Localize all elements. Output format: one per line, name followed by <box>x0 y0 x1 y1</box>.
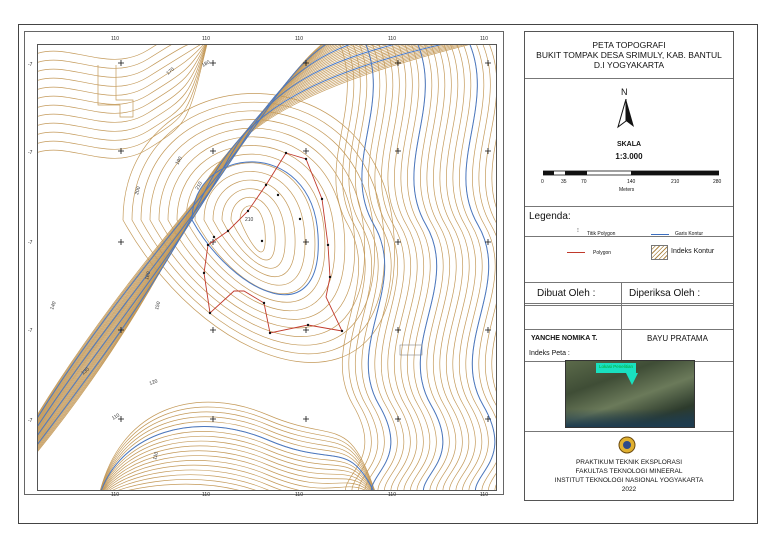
contour-line-icon <box>651 234 669 235</box>
grid-cross <box>485 148 491 154</box>
legend-item-indeks: Indeks Kontur <box>671 248 715 255</box>
index-contour-line <box>362 45 391 491</box>
contour-label: 170 <box>165 66 176 77</box>
scale-tick-140: 140 <box>627 179 636 185</box>
index-map-heading: Indeks Peta : <box>529 350 570 357</box>
polygon-vertex <box>227 230 229 232</box>
topographic-map[interactable] <box>37 44 497 491</box>
grid-cross <box>210 60 216 66</box>
right-contour <box>414 45 443 491</box>
legend-item-garis: Garis Kontur <box>675 231 704 237</box>
contour-label: 140 <box>49 300 58 311</box>
title-line-2: BUKIT TOMPAK DESA SRIMULY, KAB. BANTUL <box>536 50 722 60</box>
polygon-vertex <box>305 158 307 160</box>
grid-label-top-4: 110 <box>388 36 396 42</box>
grid-label-left-4: -7 <box>28 328 33 334</box>
grid-cross <box>303 416 309 422</box>
scale-tick-70: 70 <box>581 179 587 185</box>
contour-label: 120 <box>148 378 159 387</box>
made-by-name: YANCHE NOMIKA T. <box>531 335 598 342</box>
institution-text <box>525 458 733 494</box>
checked-by-name: BAYU PRATAMA <box>647 334 708 343</box>
scale-heading: SKALA <box>616 141 642 148</box>
survey-polygon <box>204 153 342 333</box>
hill-contours <box>123 94 395 363</box>
bottom-contour <box>98 479 378 491</box>
grid-label-bottom-3: 110 <box>295 492 303 498</box>
right-contour <box>381 45 410 491</box>
right-contour <box>440 45 469 491</box>
right-contour <box>459 45 488 491</box>
scale-tick-0: 0 <box>541 179 544 185</box>
grid-label-top-2: 110 <box>202 36 210 42</box>
topleft-contour <box>38 45 208 68</box>
contour-label: 190 <box>174 155 184 166</box>
index-contour-line <box>466 45 495 491</box>
right-contour <box>407 45 436 491</box>
institution-year: 2022 <box>621 486 637 493</box>
contour-label: 210 <box>194 180 204 191</box>
right-contour <box>342 45 371 491</box>
north-arrow-icon <box>615 99 637 129</box>
contour-label: 180 <box>201 59 212 69</box>
bottom-contour <box>98 460 378 491</box>
scale-tick-35: 35 <box>561 179 567 185</box>
right-contour <box>375 45 404 491</box>
index-contour-line <box>414 45 443 491</box>
polygon-vertex <box>341 330 343 332</box>
scale-ratio: 1:3.000 <box>615 152 643 161</box>
right-contour <box>349 45 378 491</box>
scale-bar <box>543 169 719 179</box>
grid-cross <box>303 239 309 245</box>
grid-label-top-5: 110 <box>480 36 488 42</box>
polygon-vertex <box>285 152 287 154</box>
institution-line-2: FAKULTAS TEKNOLOGI MINEERAL <box>575 468 683 475</box>
topleft-contour <box>38 45 208 158</box>
made-by-label: Dibuat Oleh : <box>537 288 596 299</box>
empty-box <box>400 345 422 355</box>
map-legend-panel <box>524 31 734 501</box>
right-contours <box>336 45 497 491</box>
grid-cross <box>485 60 491 66</box>
right-contour <box>362 45 391 491</box>
index-contour-icon <box>651 245 668 260</box>
polygon-vertex <box>213 236 215 238</box>
title-block <box>525 32 733 79</box>
grid-label-left-5: -7 <box>28 418 33 424</box>
institution-block <box>525 432 733 502</box>
right-contour <box>472 45 497 491</box>
scale-tick-280: 280 <box>713 179 722 185</box>
contour-map-svg <box>38 45 497 491</box>
index-map-image <box>565 360 695 428</box>
grid-label-left-2: -7 <box>28 150 33 156</box>
right-contour <box>420 45 449 491</box>
grid-cross <box>485 416 491 422</box>
bottom-contour <box>98 407 378 491</box>
right-contour <box>466 45 495 491</box>
contour-label: 160 <box>144 270 153 281</box>
grid-label-bottom-5: 110 <box>480 492 488 498</box>
title-line-1: PETA TOPOGRAFI <box>592 40 666 50</box>
institution-line-1: PRAKTIKUM TEKNIK EKSPLORASI <box>575 459 683 466</box>
right-contour <box>368 45 397 491</box>
hill-contour <box>168 137 345 320</box>
topleft-contours <box>38 45 208 158</box>
contour-rect-1 <box>98 65 133 117</box>
polygon-vertex <box>277 194 279 196</box>
contour-label: 200 <box>134 185 143 196</box>
topleft-contour <box>38 45 208 95</box>
right-contour <box>355 45 384 491</box>
contour-label: 130 <box>80 366 91 377</box>
grid-label-bottom-2: 110 <box>202 492 210 498</box>
right-contour <box>433 45 462 491</box>
contour-label: 150 <box>154 300 163 311</box>
index-map-block <box>525 346 733 432</box>
grid-cross <box>210 148 216 154</box>
polygon-vertex <box>209 312 211 314</box>
right-contour <box>427 45 456 491</box>
topleft-contour <box>38 45 208 122</box>
topleft-contour <box>38 45 208 140</box>
grid-label-bottom-4: 110 <box>388 492 396 498</box>
index-map-label: Lokasi Penelitian <box>599 364 634 369</box>
grid-label-top-3: 110 <box>295 36 303 42</box>
grid-cross <box>118 60 124 66</box>
polygon-vertex <box>203 272 205 274</box>
right-contour <box>388 45 417 491</box>
polygon-vertex <box>307 324 309 326</box>
polygon-vertex <box>269 332 271 334</box>
topleft-contour <box>38 45 208 77</box>
polygon-vertex <box>261 240 263 242</box>
hill-contour <box>222 189 285 269</box>
legend-item-polygon: Polygon <box>593 250 612 256</box>
bottom-contour <box>98 412 378 491</box>
bottom-contours <box>98 402 378 491</box>
polygon-vertex <box>329 276 331 278</box>
legend-item-titik: Titik Polygon <box>587 231 616 237</box>
title-line-3: D.I YOGYAKARTA <box>593 60 665 70</box>
polygon-vertex <box>321 198 323 200</box>
grid-cross <box>210 327 216 333</box>
polygon-vertex <box>299 218 301 220</box>
grid-cross <box>395 148 401 154</box>
polygon-vertex <box>265 184 267 186</box>
institution-line-3: INSTITUT TEKNOLOGI NASIONAL YOGYAKARTA <box>554 477 704 484</box>
grid-label-left-1: -7 <box>28 62 33 68</box>
index-map-pointer <box>626 373 638 385</box>
polygon-line-icon <box>567 252 585 253</box>
grid-label-top-1: 110 <box>111 36 119 42</box>
point-symbol-icon: ⁝ <box>577 228 579 234</box>
right-contour <box>453 45 482 491</box>
polygon-vertex <box>247 210 249 212</box>
scale-tick-210: 210 <box>671 179 680 185</box>
right-contour <box>401 45 430 491</box>
topleft-contour <box>38 45 208 104</box>
hill-contour <box>240 206 265 252</box>
grid-label-bottom-1: 110 <box>111 492 119 498</box>
right-contour <box>336 45 365 491</box>
bottom-contour <box>98 465 378 491</box>
grid-cross <box>395 327 401 333</box>
grid-label-left-3: -7 <box>28 240 33 246</box>
polygon-vertex <box>327 244 329 246</box>
polygon-vertex <box>263 302 265 304</box>
grid-cross <box>118 239 124 245</box>
legend-heading: Legenda: <box>529 211 571 222</box>
north-label: N <box>621 87 628 97</box>
right-contour <box>394 45 423 491</box>
scale-unit: Meters <box>619 187 635 193</box>
polygon-vertex <box>207 244 209 246</box>
contour-label: 110 <box>152 451 160 461</box>
bottom-contour <box>98 436 378 491</box>
institution-logo-icon <box>618 436 636 454</box>
contour-label: 210 <box>245 217 254 223</box>
right-contour <box>446 45 475 491</box>
contour-label: 110 <box>111 412 121 422</box>
checked-by-label: Diperiksa Oleh : <box>629 288 701 299</box>
